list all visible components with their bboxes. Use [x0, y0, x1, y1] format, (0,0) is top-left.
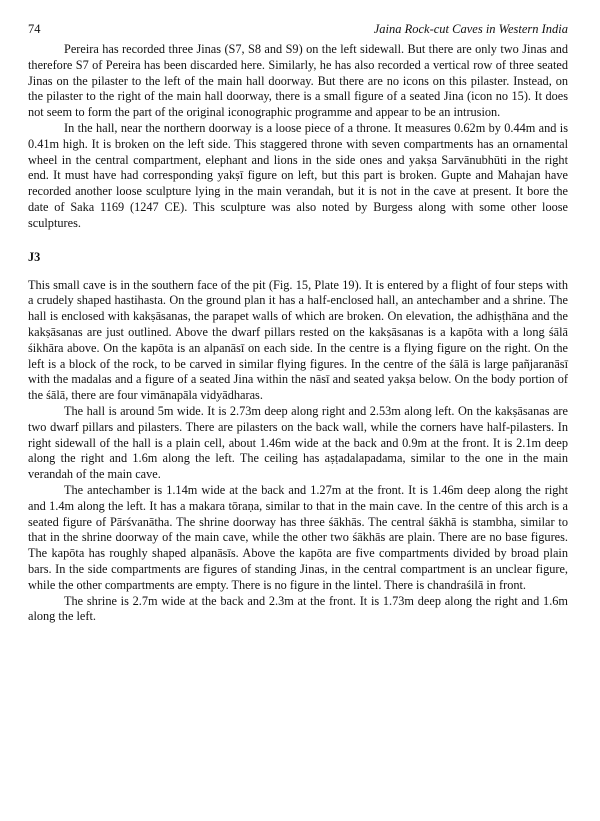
paragraph-hall-dimensions: The hall is around 5m wide. It is 2.73m deep along right and 2.53m along left. On the kakṣāsanas are two dwarf pillars and pilasters. There are pilasters on the back wall, while the corners have half-pilasters. In right sidewall of the hall is a plain cell, about 1.46m wide at the back and 0.9m at the front. It is 2.1m deep along the right and 1.6m along the left. The ceiling has aṣṭadalapadama, similar to the one in the main verandah of the main cave. — [28, 403, 568, 482]
page-header — [28, 22, 568, 40]
page-number: 74 — [28, 22, 41, 36]
section-gap — [28, 232, 568, 249]
paragraph-shrine: The shrine is 2.7m wide at the back and 2.3m at the front. It is 1.73m deep along the right and 1.6m along the left. — [28, 593, 568, 624]
paragraph-cave-description: This small cave is in the southern face of the pit (Fig. 15, Plate 19). It is entered by a flight of four steps with a crudely shaped hastihasta. On the ground plan it has a half-enclosed hall, an antechamber and a shrine. The hall is enclosed with kakṣāsanas, the parapet walls of which are broken. On elevation, the adhiṣṭhāna and the kakṣāsanas are just outlined. Above the dwarf pillars rested on the kakṣāsanas is a kapōta with a long śālā śikhāra above. On the kapōta is an alpanāsī on each side. In the centre is a flying figure on the right. On the left is a block of the rock, to be carved in similar flying figures. In the centre of the śālā is large pañjaranāsī with the madalas and a figure of a seated Jina within the nāsī and seated yakṣa below. On the body portion of the śālā, there are four vimānapāla vidyādharas. — [28, 277, 568, 403]
paragraph-pereira-jinas: Pereira has recorded three Jinas (S7, S8 and S9) on the left sidewall. But there are only two Jinas and therefore S7 of Pereira has been discarded here. Similarly, he has also recorded a vertical row of three seated Jinas on the pilaster to the left of the main hall doorway. But there are no icons on this pilaster. Instead, on the pilaster to the right of the main hall doorway, there is a small figure of a seated Jina (icon no 15). It does not seem to form the part of the original iconographic programme and appear to be an intrusion. — [28, 42, 568, 120]
section-gap — [28, 265, 568, 278]
section-heading-j3: J3 — [28, 249, 41, 264]
paragraph-loose-throne: In the hall, near the northern doorway is a loose piece of a throne. It measures 0.62m by 0.44m and is 0.41m high. It is broken on the left side. This staggered throne with seven compartments has an ornamental wheel in the central compartment, elephant and lions in the side ones and yakṣa Sarvānubhūti in the right end. It must have had corresponding yakṣī figure on left, but this part is broken. Gupte and Mahajan have recorded another loose sculpture lying in the main verandah, but it is not in the cave at present. It bore the date of Saka 1169 (1247 CE). This sculpture was also noted by Burgess along with some other loose sculptures. — [28, 120, 568, 230]
page-body — [28, 42, 568, 625]
paragraph-antechamber: The antechamber is 1.14m wide at the back and 1.27m at the front. It is 1.46m deep along the right and 1.4m along the left. It has a makara tōraṇa, similar to that in the main cave. In the centre of this arch is a seated figure of Pārśvanātha. The shrine doorway has three śākhās. The central śākhā is stambha, similar to that in the shrine doorway of the main cave, while the other two śākhās are plain. There are no base figures. The kapōta has roughly shaped alpanāsīs. Above the kapōta are five compartments divided by broad plain bars. In the side compartments are figures of standing Jinas, in the central compartment is an unclear figure, while the other compartments are empty. There is no figure in the lintel. There is chandraśilā in front. — [28, 482, 568, 592]
running-title: Jaina Rock-cut Caves in Western India — [373, 22, 568, 36]
